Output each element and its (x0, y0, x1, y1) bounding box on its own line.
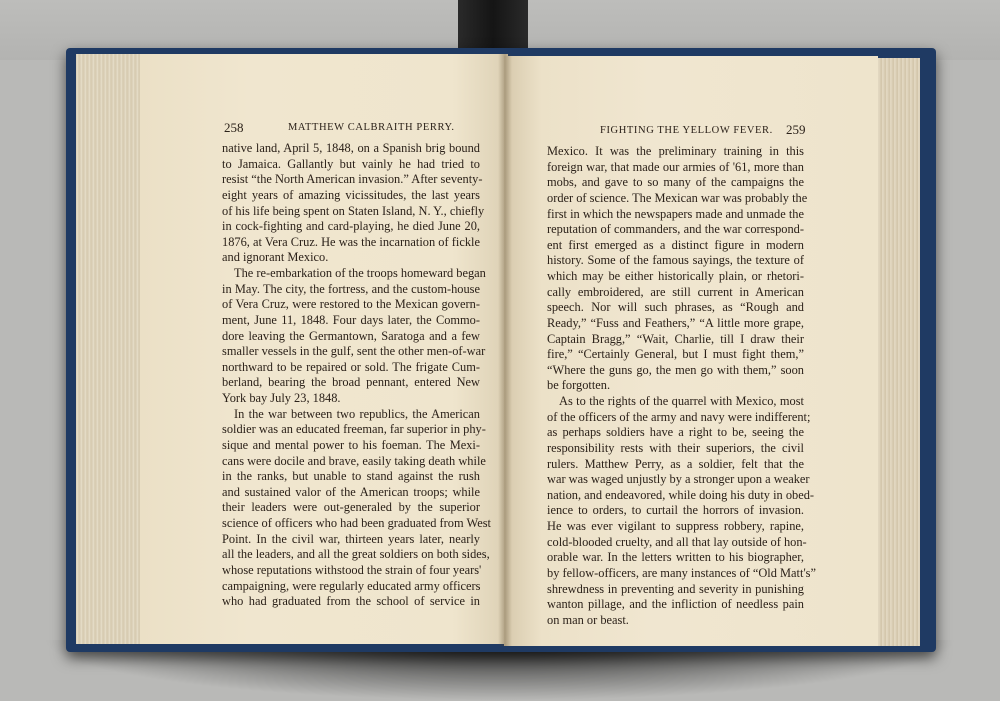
text-line: war was waged unjustly by a stronger upon a weaker (547, 472, 810, 487)
text-line: 1876, at Vera Cruz. He was the incarnation of fickle (222, 234, 480, 249)
left-page (140, 54, 508, 644)
text-line: ience to orders, to curtail the horrors of invasion. (547, 503, 804, 518)
page-edges-left (76, 54, 150, 644)
text-line: resist “the North American invasion.” After seventy- (222, 172, 483, 187)
text-line: Mexico. It was the preliminary training in this (547, 144, 804, 158)
text-line: nation, and endeavored, while doing his duty in obed- (547, 487, 815, 502)
text-line: eight years of amazing vicissitudes, the last years (222, 187, 480, 202)
text-line: foreign war, that made our armies of '61, more than (547, 159, 804, 174)
text-line: in May. The city, the fortress, and the custom-house (222, 281, 480, 296)
text-line: whose reputations withstood the strain of four years' (222, 562, 482, 577)
text-line: cally embroidered, are still current in American (547, 284, 804, 299)
text-line: In the war between two republics, the American (234, 406, 480, 421)
text-line: all the leaders, and all the great soldiers on both sides, (222, 547, 490, 562)
text-line: science of officers who had been graduated from West (222, 516, 491, 530)
text-line: He was ever vigilant to suppress robbery, rapine, (547, 519, 804, 533)
text-line: of Vera Cruz, were restored to the Mexican govern- (222, 297, 480, 312)
text-line: reputation of commanders, and the war correspond- (547, 222, 804, 237)
text-line: “Where the guns go, the men go with them,” soon (547, 362, 804, 377)
right-running-head: FIGHTING THE YELLOW FEVER. (600, 125, 773, 136)
text-line: rulers. Matthew Perry, as a soldier, felt that the (547, 456, 804, 471)
text-line: who had graduated from the school of service in (222, 594, 480, 609)
text-line: northward to be repaired or sold. The frigate Cum- (222, 359, 480, 374)
text-line: which may be either historically plain, or rhetori- (547, 269, 804, 283)
text-line: order of science. The Mexican war was probably the (547, 190, 808, 205)
text-line: fire,” “Certainly General, but I must fight them,” (547, 347, 804, 362)
text-line: campaigning, were regularly educated army officers (222, 578, 481, 593)
left-page-number: 258 (224, 120, 244, 135)
text-line: wanton pillage, and the infliction of needless pain (547, 597, 804, 612)
text-line: native land, April 5, 1848, on a Spanish brig bound (222, 141, 480, 155)
text-line: dore leaving the Germantown, Saratoga and a few (222, 328, 480, 343)
text-line: shrewdness in preventing and severity in punishing (547, 581, 804, 596)
text-line: to Jamaica. Gallantly but vainly he had tried to (222, 156, 480, 171)
text-line: sique and mental power to his foeman. The Mexi- (222, 437, 480, 452)
text-line: as perhaps soldiers have a right to be, seeing the (547, 425, 804, 440)
gutter-shadow (498, 54, 512, 646)
right-page-number: 259 (786, 122, 806, 137)
text-line: responsibility rests with their superiors, the civil (547, 440, 804, 455)
text-line: ent first emerged as a distinct figure in modern (547, 237, 804, 252)
text-line: soldier was an educated freeman, far superior in phy- (222, 422, 486, 437)
text-line: of his life being spent on Staten Island, N. Y., chiefly (222, 203, 485, 218)
text-line: by fellow-officers, are many instances of “Old Matt's” (547, 565, 817, 580)
text-line: smaller vessels in the gulf, sent the other men-of-war (222, 344, 486, 359)
text-line: on man or beast. (547, 612, 629, 627)
text-line: cold-blooded cruelty, and all that lay outside of hon- (547, 534, 807, 549)
right-body-text (547, 144, 817, 628)
text-line: ment, June 11, 1848. Four days later, the Commo- (222, 312, 480, 327)
text-line: be forgotten. (547, 378, 611, 393)
text-line: The re-embarkation of the troops homeward began (234, 266, 486, 280)
text-line: Captain Bragg,” “Wait, Charlie, till I draw their (547, 331, 804, 346)
text-line: orable war. In the letters written to his biographer, (547, 550, 804, 565)
text-line: of the officers of the army and navy were indifferent; (547, 409, 811, 424)
text-line: Ready,” “Fuss and Feathers,” “A little more grape, (547, 315, 804, 330)
text-line: their leaders were out-generaled by the superior (222, 500, 480, 515)
left-body-text (222, 141, 491, 610)
text-line: in cock-fighting and card-playing, he died June 20, (222, 219, 480, 234)
text-line: and ignorant Mexico. (222, 250, 329, 265)
text-line: As to the rights of the quarrel with Mexico, most (559, 394, 804, 408)
text-line: history. Some of the famous sayings, the texture of (547, 253, 804, 268)
text-line: Point. In the civil war, thirteen years later, nearly (222, 531, 480, 546)
right-page (504, 56, 878, 646)
text-line: speech. Nor will such phrases, as “Rough and (547, 300, 804, 315)
text-line: York bay July 23, 1848. (222, 391, 341, 405)
text-line: in the ranks, but unable to stand against the rush (222, 469, 480, 484)
page-edges-right (872, 58, 920, 646)
text-line: mobs, and gave to so many of the campaigns the (547, 175, 804, 190)
text-line: cans were docile and brave, easily taking death while (222, 453, 486, 468)
text-line: first in which the newspapers made and unmade the (547, 206, 804, 221)
text-line: and sustained valor of the American troops; while (222, 484, 480, 499)
left-running-head: MATTHEW CALBRAITH PERRY. (288, 122, 455, 133)
text-line: berland, bearing the broad pennant, entered New (222, 375, 480, 390)
